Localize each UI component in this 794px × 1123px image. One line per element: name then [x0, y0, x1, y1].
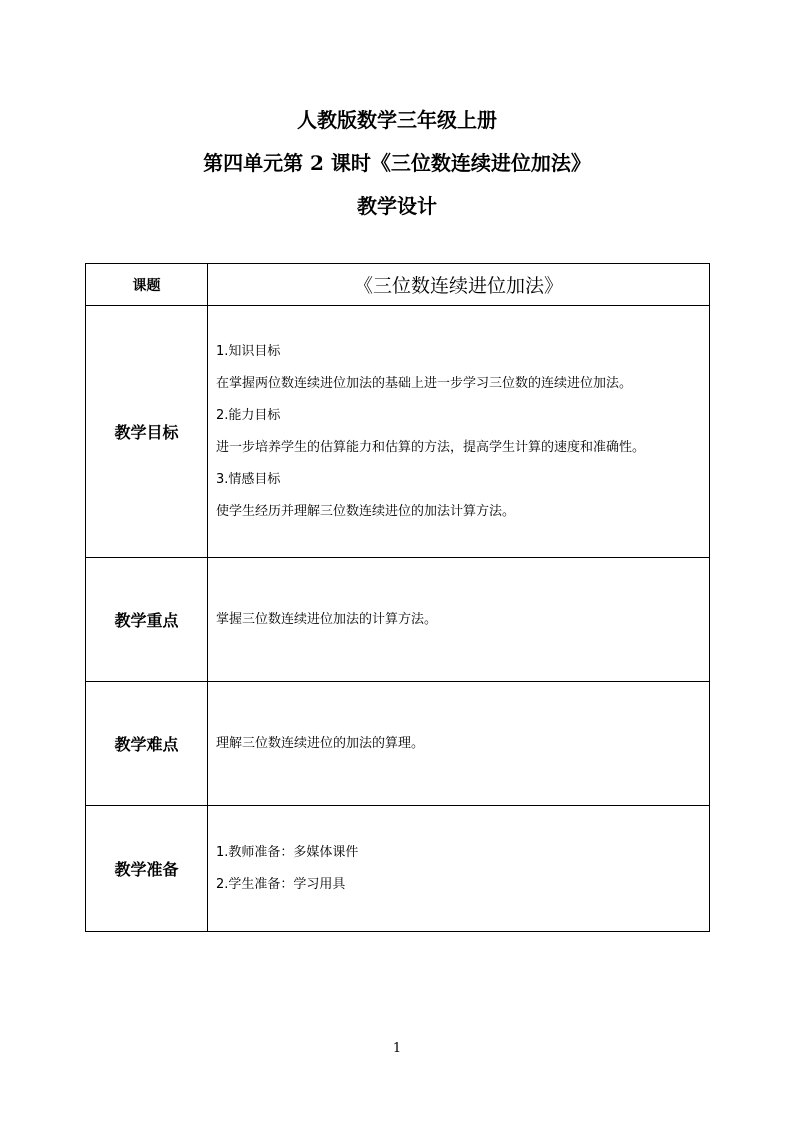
table-row-key-points — [86, 558, 710, 682]
table-row-difficulties — [86, 682, 710, 806]
table-row-topic — [86, 264, 710, 306]
document-subtitle: 第四单元第 2 课时《三位数连续进位加法》 — [203, 151, 591, 175]
key-points-text: 掌握三位数连续进位加法的计算方法。 — [216, 611, 438, 627]
preparation-line: 2.学生准备：学习用具 — [216, 876, 346, 892]
goals-content — [208, 306, 710, 558]
goal-line: 进一步培养学生的估算能力和估算的方法，提高学生计算的速度和准确性。 — [216, 439, 646, 455]
goal-line: 3.情感目标 — [216, 471, 281, 487]
difficulties-label: 教学难点 — [86, 682, 208, 806]
table-row-preparation — [86, 806, 710, 932]
document-title: 人教版数学三年级上册 — [297, 108, 497, 132]
preparation-line: 1.教师准备：多媒体课件 — [216, 844, 359, 860]
difficulties-content — [208, 682, 710, 806]
key-points-content — [208, 558, 710, 682]
goal-line: 在掌握两位数连续进位加法的基础上进一步学习三位数的连续进位加法。 — [216, 375, 633, 391]
preparation-content — [208, 806, 710, 932]
key-points-label: 教学重点 — [86, 558, 208, 682]
goal-line: 使学生经历并理解三位数连续进位的加法计算方法。 — [216, 503, 516, 519]
page-number: 1 — [392, 1041, 402, 1056]
preparation-label: 教学准备 — [86, 806, 208, 932]
goals-label: 教学目标 — [86, 306, 208, 558]
lesson-plan-table — [85, 263, 710, 932]
difficulties-text: 理解三位数连续进位的加法的算理。 — [216, 735, 425, 751]
topic-value: 《三位数连续进位加法》 — [208, 264, 710, 306]
document-heading: 教学设计 — [357, 194, 437, 218]
goal-line: 2.能力目标 — [216, 407, 281, 423]
goal-line: 1.知识目标 — [216, 343, 281, 359]
topic-label: 课题 — [86, 264, 208, 306]
table-row-goals — [86, 306, 710, 558]
